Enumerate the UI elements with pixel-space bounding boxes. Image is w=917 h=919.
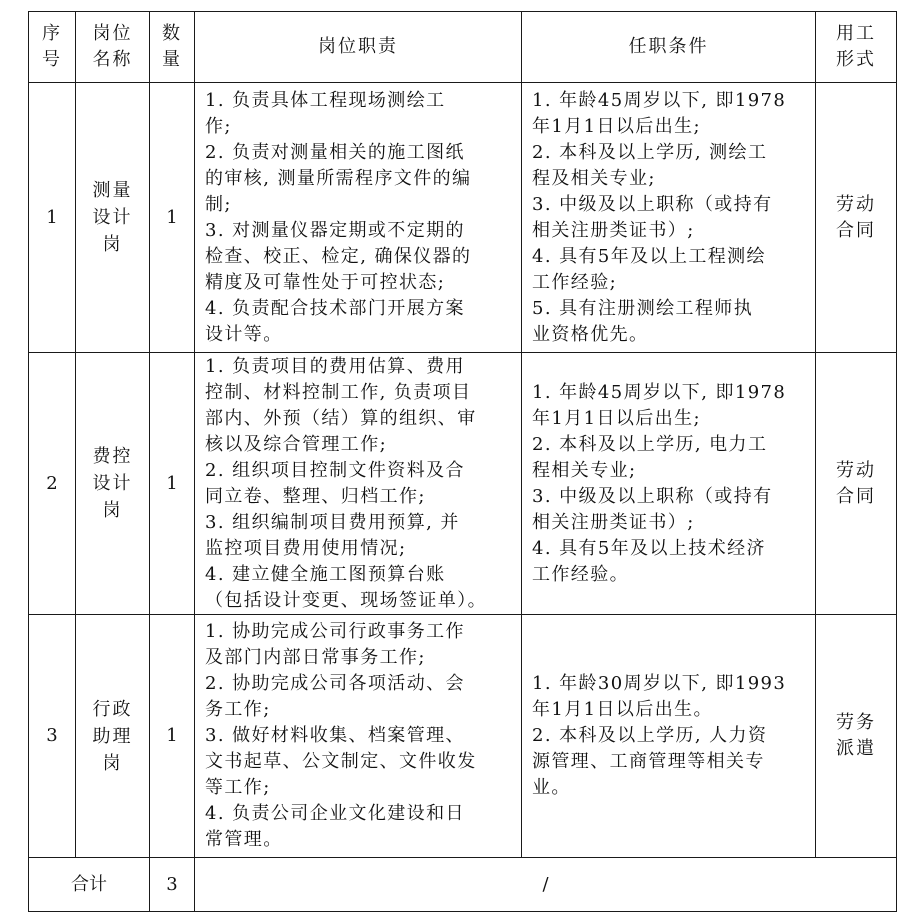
table-row <box>29 615 897 858</box>
cell-seq: 1 <box>29 83 76 353</box>
cell-count: 1 <box>150 83 195 353</box>
table-row <box>29 353 897 615</box>
header-requirements: 任职条件 <box>522 12 816 83</box>
cell-position-title: 费控 设计 岗 <box>76 353 150 615</box>
cell-employment-type: 劳动 合同 <box>816 83 897 353</box>
job-posting-table <box>28 11 897 912</box>
cell-requirements: 1. 年龄30周岁以下, 即1993 年1月1日以后出生。 2. 本科及以上学历, 人力资 源管理、工商管理等相关专 业。 <box>522 615 816 858</box>
table-total-row <box>29 858 897 912</box>
cell-duties: 1. 协助完成公司行政事务工作 及部门内部日常事务工作; 2. 协助完成公司各项活动、会 务工作; 3. 做好材料收集、档案管理、 文书起草、公文制定、文件收发 等工作; 4. 负责公司企业文化建设和日 常管理。 <box>195 615 522 858</box>
cell-seq: 3 <box>29 615 76 858</box>
cell-employment-type: 劳动 合同 <box>816 353 897 615</box>
cell-seq: 2 <box>29 353 76 615</box>
cell-requirements: 1. 年龄45周岁以下, 即1978 年1月1日以后出生; 2. 本科及以上学历, 电力工 程相关专业; 3. 中级及以上职称（或持有 相关注册类证书）; 4. 具有5年及以上技术经济 工作经验。 <box>522 353 816 615</box>
cell-requirements: 1. 年龄45周岁以下, 即1978 年1月1日以后出生; 2. 本科及以上学历, 测绘工 程及相关专业; 3. 中级及以上职称（或持有 相关注册类证书）; 4. 具有5年及以上工程测绘 工作经验; 5. 具有注册测绘工程师执 业资格优先。 <box>522 83 816 353</box>
cell-count: 1 <box>150 615 195 858</box>
header-position-title: 岗位 名称 <box>76 12 150 83</box>
cell-duties: 1. 负责具体工程现场测绘工 作; 2. 负责对测量相关的施工图纸 的审核, 测量所需程序文件的编 制; 3. 对测量仪器定期或不定期的 检查、校正、检定, 确保仪器的 精度及可靠性处于可控状态; 4. 负责配合技术部门开展方案 设计等。 <box>195 83 522 353</box>
cell-position-title: 行政 助理 岗 <box>76 615 150 858</box>
cell-employment-type: 劳务 派遣 <box>816 615 897 858</box>
header-count: 数 量 <box>150 12 195 83</box>
header-employment-type: 用工 形式 <box>816 12 897 83</box>
total-rest: / <box>195 858 897 912</box>
header-duties: 岗位职责 <box>195 12 522 83</box>
table-row <box>29 83 897 353</box>
header-seq: 序 号 <box>29 12 76 83</box>
cell-duties: 1. 负责项目的费用估算、费用 控制、材料控制工作, 负责项目 部内、外预（结）算的组织、审 核以及综合管理工作; 2. 组织项目控制文件资料及合 同立卷、整理、归档工作; 3. 组织编制项目费用预算, 并 监控项目费用使用情况; 4. 建立健全施工图预算台账 （包括设计变更、现场签证单）。 <box>195 353 522 615</box>
cell-position-title: 测量 设计 岗 <box>76 83 150 353</box>
cell-count: 1 <box>150 353 195 615</box>
total-label: 合计 <box>29 858 150 912</box>
job-table-frame <box>28 11 897 912</box>
total-count: 3 <box>150 858 195 912</box>
table-header-row <box>29 12 897 83</box>
